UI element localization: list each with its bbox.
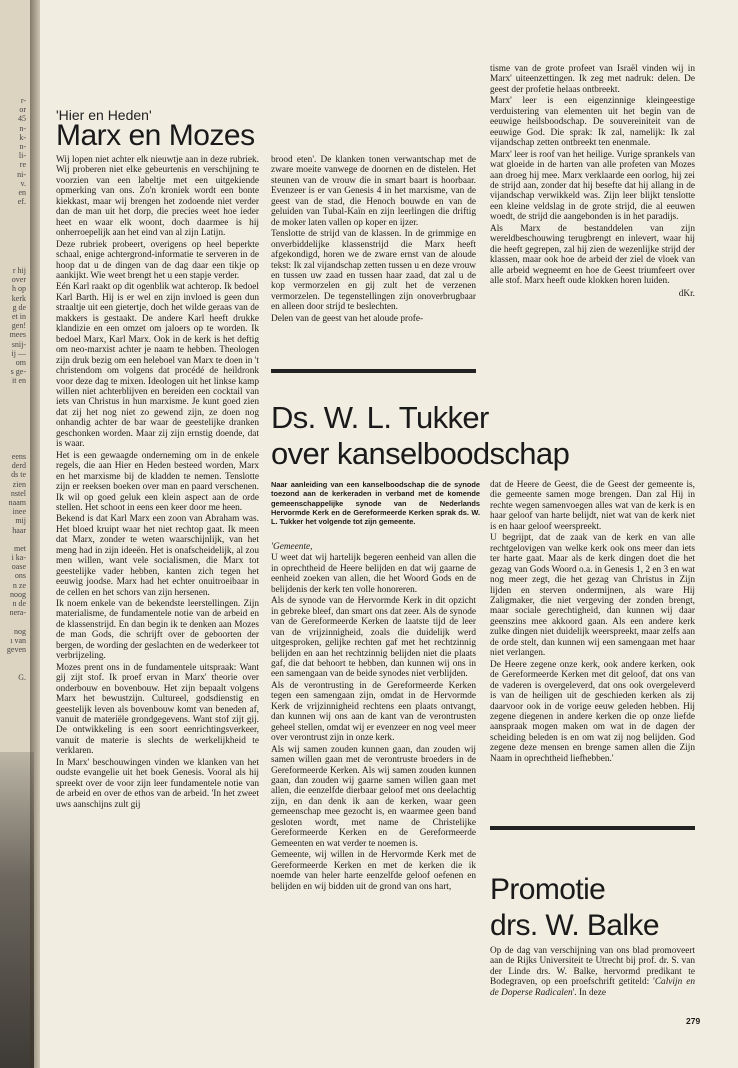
promotie-text: Op de dag van verschijning van ons blad promoveert aan de Rijks Universiteit te Utrecht bij prof. dr. S. van der Linde drs. W. Balke, hervormd predikant te Bodegraven, op een proefschrift getiteld: ' bbox=[490, 946, 695, 988]
fragment-line: i ka- bbox=[11, 553, 26, 563]
fragment-line: snij- bbox=[11, 339, 26, 349]
article1-column-3 bbox=[490, 64, 695, 384]
fragment-line: met bbox=[14, 543, 26, 553]
fragment-line: noog bbox=[10, 589, 26, 599]
title-line-2: drs. W. Balke bbox=[490, 909, 659, 942]
fragment-line: n- bbox=[19, 123, 26, 133]
paragraph: De Heere zegene onze kerk, ook andere kerken, ook de Gereformeerde Kerken met dit geloof, dat ons van de vaderen is overgeleverd, dat ons ook overgeleverd is van de heiligen uit de geschieden kerken als zij daarvoor ook in de vorige eeuw geleden hebben. Hij zegene diegenen in andere kerken die op onze liefde aanspraak mogen maken om wat in de dagen der scheiding beleden is en om wat zij nog belijden. God zegene deze mensen en brenge samen allen die Zijn Naam in oprechtheid liefhebben.' bbox=[490, 659, 695, 764]
paragraph: Wij lopen niet achter elk nieuwtje aan in deze rubriek. Wij proberen niet elke gebeurtenis en verschijning te voorzien van een labeltje met een uitgekiende opmerking van ons. Zo'n kroniek wordt een bonte kiekkast, maar wij brengen het zodoende niet verder dan de man uit het dorp, die precies weet hoe ieder heet en waar elk woont, doch daarmee is hij onherroepelijk aan het eind van al zijn Latijn. bbox=[56, 155, 259, 239]
facing-page-photo bbox=[0, 752, 34, 1068]
facing-page-fragment bbox=[17, 96, 26, 206]
facing-page-fragment bbox=[7, 452, 26, 682]
fragment-line: ds te bbox=[11, 470, 26, 480]
fragment-line: ef. bbox=[17, 197, 26, 207]
paragraph: Delen van de geest van het aloude profe- bbox=[271, 313, 424, 324]
paragraph: tisme van de grote profeet van Israël vinden wij in Marx' uiteenzettingen. Ik zeg met nadruk: delen. De geest der profetie helaas ontbreekt. bbox=[490, 64, 695, 95]
fragment-line: n de bbox=[12, 599, 26, 608]
fragment-line: eens bbox=[11, 452, 26, 461]
fragment-line: over bbox=[11, 275, 26, 285]
fragment-line: r- bbox=[20, 96, 26, 105]
fragment-line: or bbox=[19, 105, 26, 115]
section-rule bbox=[271, 369, 476, 373]
fragment-line bbox=[7, 654, 26, 663]
paragraph: Tenslotte de strijd van de klassen. In de grimmige en onverbiddelijke klassenstrijd die Marx heeft afgekondigd, horen we de zware ernst van de aloude tekst: Ik zal vijandschap zetten tussen u en deze vrouw en tussen uw zaad en tussen haar zaad, dat zal u de kop vermorzelen en gij zult het de verzenen vermorzelen. De tegenstellingen zijn onoverbrugbaar en alleen door strijd te beslechten. bbox=[271, 229, 476, 313]
fragment-line: g de bbox=[12, 302, 26, 312]
fragment-line: en bbox=[18, 187, 26, 197]
paragraph: Als de verontrusting in de Gereformeerde Kerken tegen een samengaan zijn, omdat in de Hervormde Kerk de vrijzinnigheid rechtens een plaats ontvangt, dan kunnen wij ons aan de kant van de verontrusten geheel stellen, omdat wij er evenzeer en nog veel meer over verontrust zijn in onze kerk. bbox=[271, 680, 476, 744]
fragment-line: geven bbox=[6, 644, 26, 654]
fragment-line: s ge- bbox=[10, 367, 26, 377]
facing-page-fragment bbox=[10, 266, 26, 385]
paragraph: brood eten'. De klanken tonen verwantschap met de zware moeite vanwege de doornen en de distelen. Het steunen van de vrouw die in smart baart is hoorbaar. Evenzeer is er van Genesis 4 in het marxisme, van de geest van de stad, die Henoch bouwde en van de geluiden van Tubal-Kaïn en zijn leerlingen die driftig de moker laten vallen op koper en ijzer. bbox=[271, 155, 476, 228]
fragment-line: k- bbox=[19, 132, 26, 142]
fragment-line: n- bbox=[19, 141, 26, 151]
fragment-line: h op bbox=[12, 284, 26, 294]
paragraph: Deze rubriek probeert, overigens op heel beperkte schaal, enige achtergrond-informatie te serveren in de hoop dat u de dingen van de dag daar een tikje op aankijkt. Wie weet brengt het u een stapje verder. bbox=[56, 239, 259, 281]
fragment-line: nstel bbox=[10, 488, 26, 498]
fragment-line: derd bbox=[11, 461, 26, 471]
fragment-line: inee bbox=[12, 507, 26, 517]
article2-lead: Naar aanleiding van een kanselboodschap die de synode toezond aan de kerkeraden in verband met de komende gemeenschappelijke synode van de Nederlands Hervormde Kerk en de Gereformeerde Kerken sprak ds. W. L. Tukker het volgende tot zijn gemeente. bbox=[271, 480, 480, 527]
paragraph: Ik noem enkele van de bekendste leerstellingen. Zijn materialisme, de fundamentele notie van de arbeid en de klassenstrijd. En dan begin ik te denken aan Mozes de man Gods, die schrijft over de geboorten der bergen, de wording der geslachten en de wederkeer tot verbrijzeling. bbox=[56, 599, 259, 662]
article-title-tukker bbox=[271, 400, 711, 472]
paragraph: Marx' leer is een eigenzinnige kleingeestige verduistering van elementen uit het begin van de eeuwige heilsboodschap. De souvereiniteit van de eeuwige God. Die sprak: Ik zal, namelijk: Ik zal vijandschap zetten ontbreekt ten enenmale. bbox=[490, 96, 695, 149]
fragment-line: G. bbox=[18, 672, 26, 682]
binding-shadow bbox=[30, 0, 40, 1068]
fragment-line: zien bbox=[12, 479, 26, 489]
fragment-line: mees bbox=[9, 330, 26, 340]
fragment-line: nog bbox=[14, 626, 26, 636]
fragment-line: ni- bbox=[17, 169, 26, 179]
paragraph: Bekend is dat Karl Marx een zoon van Abraham was. Het bloed kruipt waar het niet rechtop gaat. Ik meen dat Marx, zonder te weten waarschijnlijk, van het meng had in zijn ideeën. Het is onafscheidelijk, al zou men willen, want vele socialismen, die Marx tot geestelijke vader hebben, kanten zich tegen het eeuwig joodse. Marx had het echter onuitroeibaar in de cellen en het schors van zijn hersenen. bbox=[56, 514, 259, 598]
fragment-line: n ze bbox=[12, 580, 26, 590]
fragment-line: ij — bbox=[11, 348, 26, 358]
article2-column-3 bbox=[490, 480, 695, 820]
paragraph: dat de Heere de Geest, die de Geest der gemeente is, die gemeente samen moge brengen. Dan zal Hij in rechte wegen samenvoegen alles wat van de kerk is en haar geloof van harte belijdt, niet wat van de kerk niet is en haar geloof weerspreekt. bbox=[490, 480, 695, 532]
article1-column-1 bbox=[56, 155, 259, 1015]
paragraph: Als Marx de bestanddelen van zijn wereldbeschouwing terugbrengt en inlevert, waar hij die heeft gegrepen, zal hij zien de wezenlijke strijd der klassen, maar ook hoe de arbeid der ziel de vloek van alle arbeid wegneemt en hoe de Geest triumfeert over alle stof. Marx heeft oude klokken horen luiden. bbox=[490, 223, 695, 287]
paragraph: Het is een gewaagde onderneming om in de enkele regels, die aan Hier en Heden besteed worden, Marx en het marxisme bij de kladden te nemen. Tenslotte zijn er reeksen boeken over man en paard verschenen. Ik wil op goed geluk een klein aspect aan de orde stellen. Het schoot in eens een keer door me heen. bbox=[56, 450, 259, 513]
fragment-line bbox=[7, 535, 26, 544]
dissertation-title: Calvijn en de Doperse Radicalen bbox=[490, 977, 695, 998]
fragment-line: haar bbox=[12, 525, 26, 535]
fragment-line: kerk bbox=[11, 293, 26, 303]
fragment-line: ons bbox=[14, 571, 26, 581]
fragment-line: r hij bbox=[12, 266, 26, 275]
rubric-kicker: 'Hier en Heden' bbox=[56, 107, 152, 123]
section-bar bbox=[490, 826, 695, 830]
title-line-1: Ds. W. L. Tukker bbox=[271, 400, 489, 435]
paragraph: Marx' leer is roof van het heilige. Vurige sprankels van wat gloeide in de harten van alle profeten van Mozes aan droeg hij mee. Marx verklaarde een oorlog, hij zei de strijd aan, zonder dat hij besefte dat hij allang in de vijandschap verwikkeld was. Zijn leer blijkt tenslotte een kleine veldslag in de grote strijd, die al eeuwen woedt, de strijd die aangebonden is in het paradijs. bbox=[490, 149, 695, 223]
fragment-line bbox=[7, 663, 26, 672]
paragraph: Als de synode van de Hervormde Kerk in dit opzicht in gebreke bleef, dan smart ons dat zeer. Als de synode van de Gereformeerde Kerken de laatste tijd de leer van de vrijzinnigheid, zoals die duidelijk werd uitgesproken, gelijke rechten gaf met het rechtzinnig belijden en aan het rechtzinnig belijden niet die plaats gaf, die dat behoort te hebben, dan kunnen wij ons in een samengaan van de beide synodes niet verblijden. bbox=[271, 596, 476, 680]
fragment-line: oase bbox=[11, 562, 26, 572]
fragment-line: mij bbox=[15, 516, 26, 526]
fragment-line: re bbox=[19, 160, 26, 170]
fragment-line: v. bbox=[20, 178, 26, 188]
fragment-line bbox=[7, 617, 26, 626]
author-signature: dKr. bbox=[678, 288, 695, 299]
fragment-line: et in bbox=[12, 311, 26, 321]
article-title-promotie bbox=[490, 872, 710, 944]
fragment-line: om bbox=[15, 357, 26, 367]
fragment-line: 45 bbox=[18, 114, 26, 124]
paragraph: Gemeente, wij willen in de Hervormde Kerk met de Gereformeerde Kerken en met de kerken die ik noemde van heler harte eenzelfde geloof oefenen en belijden en wij bidden uit de grond van ons hart, bbox=[271, 850, 476, 892]
salutation: 'Gemeente, bbox=[271, 542, 313, 552]
magazine-page bbox=[40, 0, 738, 1068]
page-number: 279 bbox=[686, 1016, 701, 1026]
paragraph: Eén Karl raakt op dit ogenblik wat achterop. Ik bedoel Karl Barth. Hij is er wel en zijn invloed is geen dun straaltje uit een gietertje, doch het wilde geraas van de makkers is gestaakt. De andere Karl heeft drukke klandizie en een omzet om jaloers op te worden. Ik bedoel Marx, Karl Marx. Ook in de kerk is het deftig om neo-marxist achter je naam te hebben. Theologen zijn druk bezig om een heleboel van Marx te doen in 't christendom om volgens dat procédé de heildronk voor deze dag te mixen. Ideologen uit het linkse kamp willen niet achterblijven en bereiden een cocktail van iets van Christus in hun marxisme. Je kunt goed zien dat zij het nog niet zo gewend zijn, ze doen nog onhandig achter de bar waar de geestelijke dranken geschonken worden. Maar zij zijn ernstig doende, dat is waar. bbox=[56, 282, 259, 450]
fragment-line: li- bbox=[18, 151, 26, 161]
title-line-1: Promotie bbox=[490, 873, 606, 906]
facing-page-margin bbox=[0, 0, 40, 1068]
paragraph: U weet dat wij hartelijk begeren eenheid van allen die in oprechtheid de Heere belijden en dat wij gaarne de eenheid zoeken van allen, die het Woord Gods en de belijdenis der kerk ten volle honoreren. bbox=[271, 553, 476, 595]
paragraph: U begrijpt, dat de zaak van de kerk en van alle rechtgelovigen van welke kerk ook ons meer dan iets ter harte gaat. Maar als de kerk dingen doet die het gezag van Gods Woord o.a. in Genesis 1, 2 en 3 en wat nog meer zegt, die het gezag van Christus in Zijn lijden en sterven ondermijnen, als ware Hij Zaligmaker, die niet vergeving der zonden brengt, maar sociale gerechtigheid, dan kunnen wij daar geenszins mee akkoord gaan. Als een andere kerk zulke dingen niet duidelijk weerspreekt, maar zelfs aan de orde stelt, dan kunnen wij een samengaan met haar niet verlangen. bbox=[490, 533, 695, 659]
article2-column-2 bbox=[271, 542, 476, 1020]
article1-column-2 bbox=[271, 155, 476, 368]
paragraph: Als wij samen zouden kunnen gaan, dan zouden wij samen willen gaan met de verontruste broeders in de Gereformeerde Kerken. Als wij samen zouden kunnen gaan, dan zouden wij gaarne samen willen gaan met allen, die eenzelfde dierbaar geloof met ons deelachtig zijn, en dan denk ik aan de kerken, waar geen gemeenschap mee gezocht is, en waarmee geen band gesloten wordt, met name de Christelijke Gereformeerde Kerken en de Gereformeerde Gemeenten en wat verder te noemen is. bbox=[271, 744, 476, 849]
fragment-line: it en bbox=[12, 376, 26, 386]
article-title-marx-en-mozes: Marx en Mozes bbox=[56, 119, 255, 152]
fragment-line: gen! bbox=[11, 321, 26, 331]
fragment-line: naam bbox=[8, 497, 26, 507]
article3-text bbox=[490, 946, 695, 1006]
fragment-line: ı van bbox=[10, 635, 26, 645]
title-line-2: over kanselboodschap bbox=[271, 436, 570, 471]
promotie-text-tail: '. In deze bbox=[572, 987, 607, 998]
paragraph: In Marx' beschouwingen vinden we klanken van het oudste evangelie uit het boek Genesis. Vooral als hij spreekt over de voor zijn leer fundamentele notie van de arbeid en over de ethos van de arbeid. 'In het zweet uws aanschijns zult gij bbox=[56, 757, 259, 810]
fragment-line: nera- bbox=[9, 608, 26, 618]
paragraph: Mozes prent ons in de fundamentele uitspraak: Want gij zijt stof. Ik proef ervan in Marx' theorie over onderbouw en bovenbouw. Het zijn bepaalt volgens Marx het bewustzijn. Cultureel, godsdienstig en geestelijk leven als bovenbouw komt van beneden af, vanuit de materiële grondgegevens. Want stof zijt gij. De ontwikkeling is een soort eenrichtingsverkeer, vanuit de materie is slechts de werkelijkheid te verklaren. bbox=[56, 662, 259, 757]
